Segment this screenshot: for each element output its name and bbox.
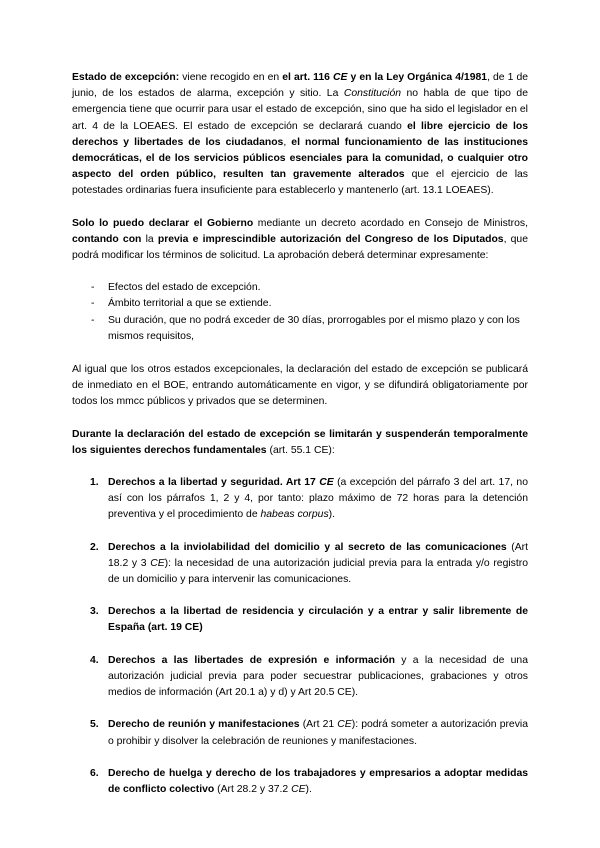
bold-span: el libre ejercicio de los derechos y libertades de los ciudadanos <box>72 120 528 148</box>
text-span: ). <box>305 783 312 795</box>
list-item <box>72 280 528 296</box>
italic-span: CE <box>291 783 306 795</box>
item-number: 4. <box>90 654 99 666</box>
item-number: 2. <box>90 541 99 553</box>
bold-span: el normal funcionamiento de las instituciones democráticas, el de los servicios públicos esenciales para la comunidad, o cualquier otro aspecto del orden público, resulten tan gravemente alterados <box>72 136 528 181</box>
text-span: viene recogido en en <box>179 72 283 83</box>
list-item <box>72 313 528 345</box>
text-span: y a la necesidad de una autorización judicial previa para poder secuestrar publicaciones, grabaciones y otros medios de información (Art 20.1 a) y d) y Art 20.5 CE). <box>108 654 528 699</box>
dash-list <box>72 280 528 345</box>
right-item-libertad-seguridad <box>72 475 528 524</box>
list-item-text: Su duración, que no podrá exceder de 30 días, prorrogables por el mismo plazo y con los mismos requisitos, <box>108 314 520 342</box>
bold-span: Durante la declaración del estado de excepción se limitarán y suspenderán temporalmente los siguientes derechos fundamentales <box>72 428 528 456</box>
right-item-huelga-conflicto <box>72 766 528 798</box>
text-span: , <box>283 136 292 148</box>
dash-marker: - <box>91 314 95 326</box>
paragraph-declaracion-gobierno <box>72 216 528 265</box>
italic-span: Constitución <box>343 88 402 100</box>
bold-span: Derechos a la libertad y seguridad. Art 17 <box>108 477 320 489</box>
italic-bold-span: CE <box>333 72 348 83</box>
list-item-text: Efectos del estado de excepción. <box>108 282 261 294</box>
dash-marker: - <box>91 298 95 310</box>
text-span: ): la necesidad de una autorización judicial previa para la entrada y/o registro de un domicilio y para intervenir las comunicaciones. <box>108 557 528 586</box>
term-heading: Estado de excepción: <box>72 72 180 83</box>
bold-span: el art. 116 <box>282 72 333 83</box>
text-span: (Art 18.2 y 3 <box>108 541 529 569</box>
paragraph-estado-excepcion <box>72 70 528 200</box>
list-item-text: Ámbito territorial a que se extiende. <box>108 298 272 310</box>
item-number: 6. <box>90 767 99 779</box>
text-span: mediante un decreto acordado en Consejo de Ministros, <box>253 217 528 229</box>
text-span: (Art 21 <box>299 719 338 731</box>
italic-span: habeas corpus <box>260 509 329 521</box>
dash-marker: - <box>91 282 95 294</box>
italic-span: CE <box>150 557 165 569</box>
text-span: la <box>141 233 158 245</box>
text-span: (Art 28.2 y 37.2 <box>214 783 292 795</box>
text-span: ): podrá someter a autorización previa o prohibir y disolver la celebración de reuniones y manifestaciones. <box>108 719 528 747</box>
text-span: que el ejercicio de las potestades ordinarias fuera insuficiente para establecerlo y mantenerlo (art. 13.1 LOEAES). <box>72 169 529 197</box>
bold-span: previa e imprescindible autorización del Congreso de los Diputados <box>157 233 504 245</box>
bold-span: Solo lo puedo declarar el Gobierno <box>72 217 254 229</box>
bold-span: Derechos a la inviolabilidad del domicilio y al secreto de las comunicaciones <box>108 541 507 553</box>
right-item-reunion-manifestacion <box>72 717 528 749</box>
paragraph-publicacion-boe: Al igual que los otros estados excepcionales, la declaración del estado de excepción se publicará de inmediato en el BOE, entrando automáticamente en vigor, y se difundirá obligatoriamente por todos los mmcc públicos y privados que se determinen. <box>72 364 528 408</box>
bold-span: Derechos a las libertades de expresión e información <box>108 654 396 666</box>
paragraph-derechos-suspendidos <box>72 427 528 459</box>
item-number: 1. <box>90 477 99 489</box>
text-span: (art. 55.1 CE): <box>266 444 335 456</box>
text-span: , que podrá modificar los términos de solicitud. La aprobación deberá determinar expresamente: <box>72 233 528 262</box>
italic-span: CE <box>337 719 352 731</box>
text-span: no habla de que tipo de emergencia tiene que ocurrir para usar el estado de excepción, sino que ha sido el legislador en el art. 4 de la LOEAES. El estado de excepción se declarará cuando <box>72 88 528 132</box>
bold-span: Derechos a la libertad de residencia y circulación y a entrar y salir libremente de España (art. 19 CE) <box>108 606 528 634</box>
list-item <box>72 296 528 312</box>
right-item-residencia-circulacion <box>72 604 528 636</box>
text-span: ). <box>328 509 336 521</box>
right-item-inviolabilidad-domicilio <box>72 540 528 589</box>
text-span: (a excepción del párrafo 3 del art. 17, no así con los párrafos 1, 2 y 4, por tanto: plazo máximo de 72 horas para la detención preventiva y el procedimiento de <box>108 477 528 521</box>
bold-span: Derecho de reunión y manifestaciones <box>108 719 300 731</box>
bold-span: contando con <box>72 233 142 245</box>
bold-span: y en la Ley Orgánica 4/1981 <box>347 72 488 83</box>
rights-list <box>72 475 528 798</box>
item-number: 3. <box>90 606 99 618</box>
italic-bold-span: CE <box>319 477 334 489</box>
item-number: 5. <box>90 719 99 731</box>
bold-span: Derecho de huelga y derecho de los trabajadores y empresarios a adoptar medidas de conflicto colectivo <box>108 767 528 795</box>
text-span: , de 1 de junio, de los estados de alarma, excepción y sitio. La <box>72 72 528 100</box>
right-item-expresion-informacion <box>72 653 528 702</box>
